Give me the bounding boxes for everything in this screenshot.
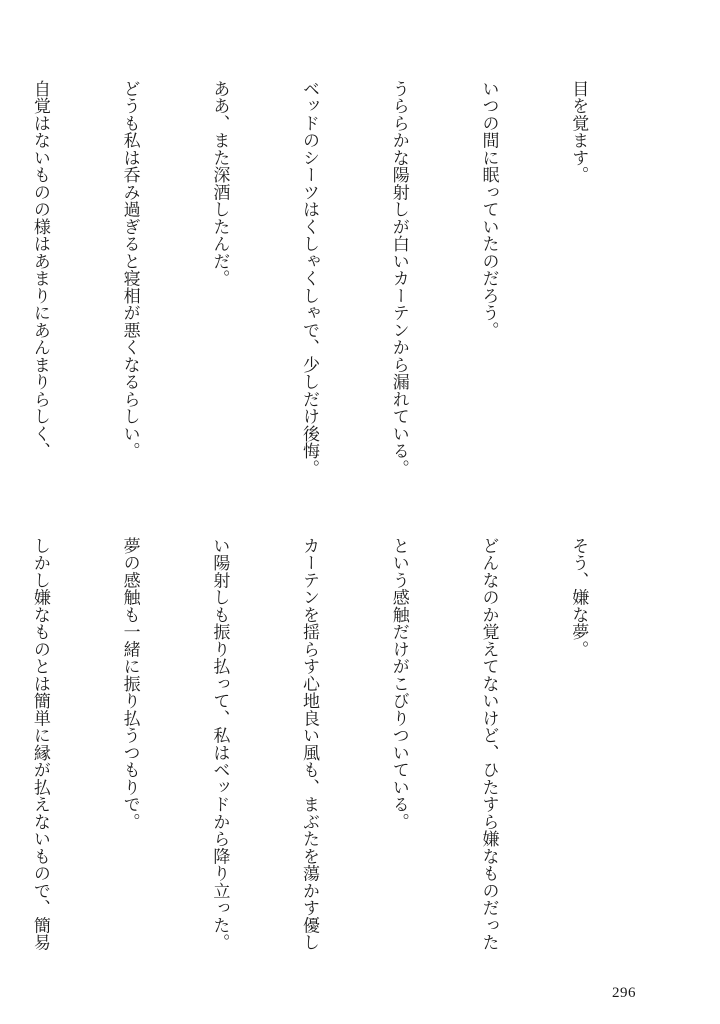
text-line: どうも私は呑み過ぎると寝相が悪くなるらしい。 — [119, 80, 140, 460]
text-line: ああ、また深酒したんだ。 — [209, 80, 230, 287]
page-number: 296 — [612, 985, 636, 1001]
text-line: うららかな陽射しが白いカーテンから漏れている。 — [388, 80, 409, 477]
lower-text-block — [0, 537, 652, 951]
text-line: 夢の感触も一緒に振り払うつもりで。 — [119, 537, 140, 831]
text-line: という感触だけがこびりついている。 — [388, 537, 409, 831]
text-line: 目を覚ます。 — [568, 80, 589, 184]
text-line: い陽射しも振り払って、私はベッドから降り立った。 — [209, 537, 230, 951]
text-line: いつの間に眠っていたのだろう。 — [478, 80, 499, 339]
text-line: どんなのか覚えてないけど、ひたすら嫌なものだった — [478, 537, 499, 951]
text-line: 自覚はないものの様はあまりにあんまりらしく、 — [29, 80, 50, 460]
text-line: ベッドのシーツはくしゃくしゃで、少しだけ後悔。 — [299, 80, 320, 477]
text-line: そう、嫌な夢。 — [568, 537, 589, 658]
upper-text-block — [0, 80, 652, 480]
text-line: カーテンを揺らす心地良い風も、まぶたを蕩かす優し — [299, 537, 320, 951]
text-line: しかし嫌なものとは簡単に縁が払えないもので、簡易 — [29, 537, 50, 951]
